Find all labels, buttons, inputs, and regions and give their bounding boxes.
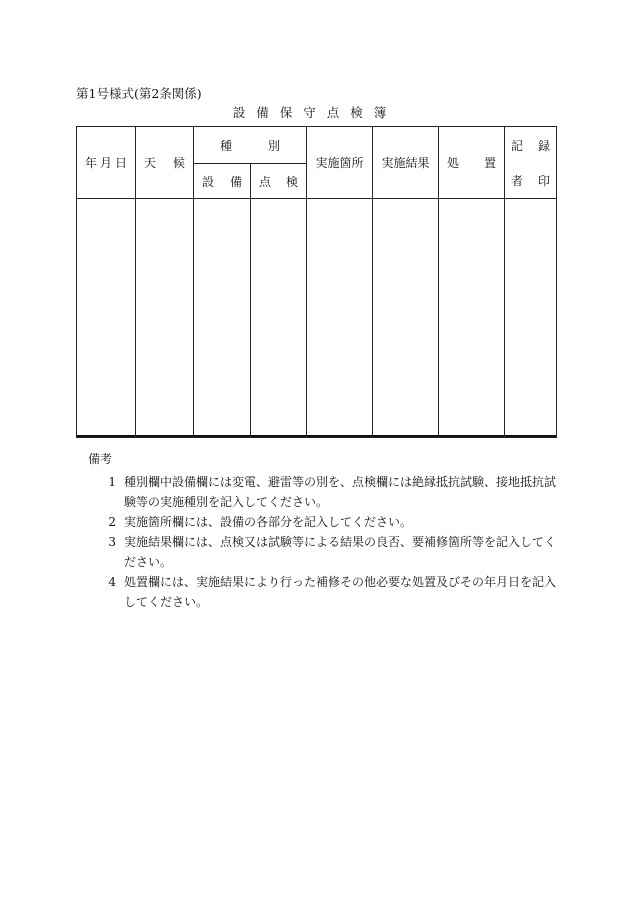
- form-number-label: 第1号様式(第2条関係): [76, 86, 202, 101]
- cell-equipment[interactable]: [194, 199, 251, 438]
- note-item: 4 処置欄には、実施結果により行った補修その他必要な処置及びその年月日を記入してください。: [108, 575, 557, 609]
- header-type: 種 別: [194, 127, 307, 164]
- note-item: 1 種別欄中設備欄には変電、避雷等の別を、点検欄には絶縁抵抗試験、接地抵抗試験等の実施種別を記入してください。: [108, 475, 557, 509]
- header-equipment: 設 備: [194, 164, 251, 199]
- note-item: 2 実施箇所欄には、設備の各部分を記入してください。: [108, 515, 413, 529]
- cell-recorder-seal[interactable]: [505, 199, 557, 438]
- notes-title: 備考: [88, 452, 113, 466]
- header-date: 年 月 日: [77, 127, 136, 199]
- header-location: 実施箇所: [307, 127, 373, 199]
- cell-date[interactable]: [77, 199, 136, 438]
- notes-section: [88, 449, 558, 612]
- note-item: 3 実施結果欄には、点検又は試験等による結果の良否、要補修箇所等を記入してください。: [108, 535, 557, 569]
- header-weather: 天 候: [136, 127, 194, 199]
- cell-location[interactable]: [307, 199, 373, 438]
- header-action: 処 置: [439, 127, 505, 199]
- header-recorder-seal: 記 録 者 印: [505, 127, 557, 199]
- header-result: 実施結果: [373, 127, 439, 199]
- cell-action[interactable]: [439, 199, 505, 438]
- document-title: 設備保守点検簿: [232, 105, 398, 120]
- inspection-log-table: [76, 126, 556, 438]
- header-inspection: 点 検: [251, 164, 307, 199]
- cell-inspection[interactable]: [251, 199, 307, 438]
- cell-result[interactable]: [373, 199, 439, 438]
- table-body-row: [77, 199, 557, 438]
- cell-weather[interactable]: [136, 199, 194, 438]
